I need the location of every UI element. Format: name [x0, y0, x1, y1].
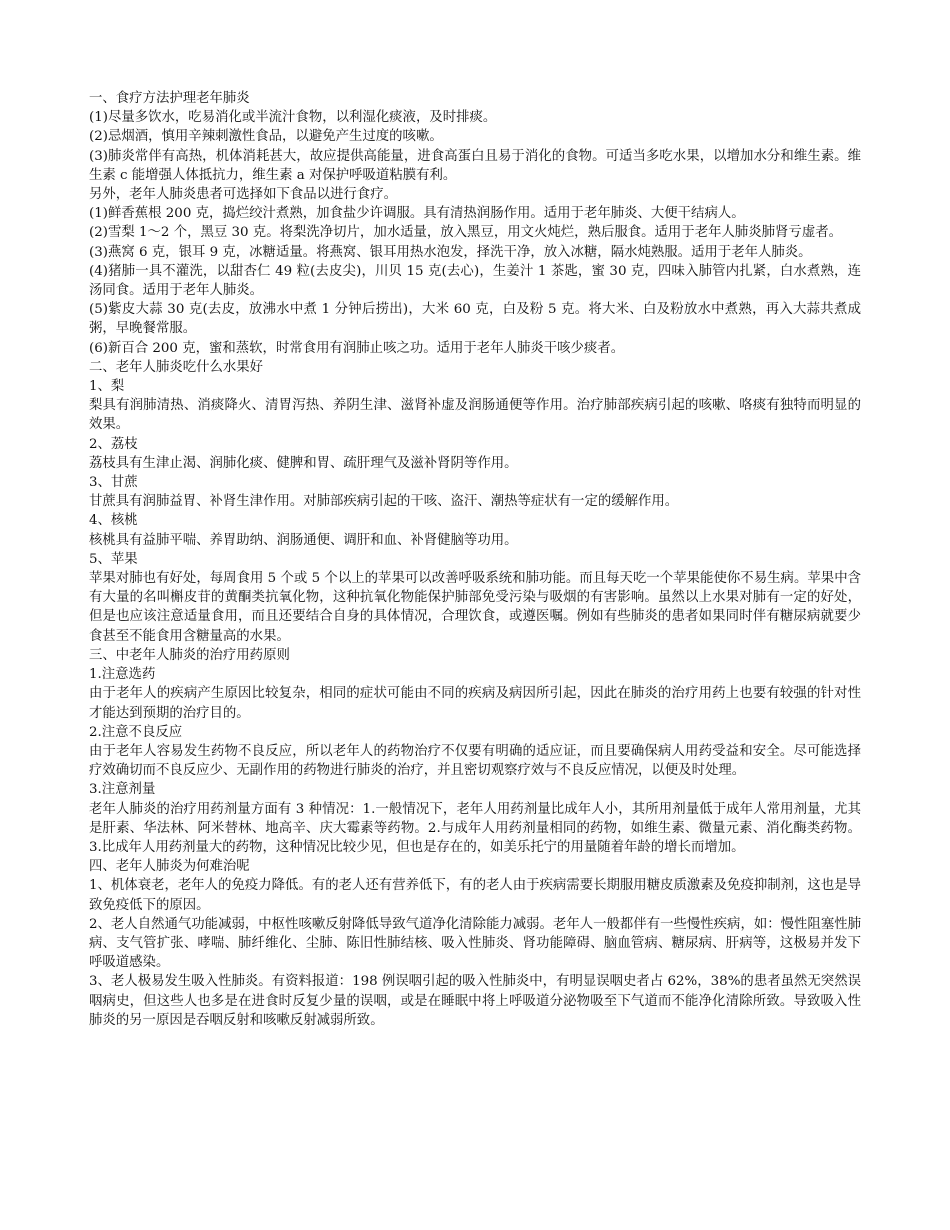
subheading: 4、核桃	[89, 513, 138, 529]
paragraph: 1、机体衰老，老年人的免疫力降低。有的老人还有营养低下，有的老人由于疾病需要长期服用糖皮质激素及免疫抑制剂，这也是导致免疫低下的原因。	[89, 878, 861, 913]
subheading: 2、荔枝	[89, 436, 138, 452]
paragraph: 梨具有润肺清热、消痰降火、清胃泻热、养阴生津、滋肾补虚及润肠通便等作用。治疗肺部疾病引起的咳嗽、咯痰有独特而明显的效果。	[89, 398, 861, 433]
paragraph: (3)肺炎常伴有高热，机体消耗甚大，故应提供高能量，进食高蛋白且易于消化的食物。可适当多吃水果，以增加水分和维生素。维生素 c 能增强人体抵抗力，维生素 a 对保护呼吸道粘膜有利。	[89, 148, 861, 183]
paragraph: (4)猪肺一具不灌洗，以甜杏仁 49 粒(去皮尖)，川贝 15 克(去心)，生姜汁 1 茶匙，蜜 30 克，四味入肺管内扎紧，白水煮熟，连汤同食。适用于老年人肺炎。	[89, 263, 861, 299]
paragraph: 核桃具有益肺平喘、养胃助纳、润肠通便、调肝和血、补肾健脑等功用。	[89, 532, 518, 548]
paragraph: (2)忌烟酒，慎用辛辣刺激性食品，以避免产生过度的咳嗽。	[89, 129, 443, 145]
paragraph: 荔枝具有生津止渴、润肺化痰、健脾和胃、疏肝理气及滋补肾阴等作用。	[89, 455, 518, 471]
paragraph: 甘蔗具有润肺益胃、补肾生津作用。对肺部疾病引起的干咳、盗汗、潮热等症状有一定的缓解作用。	[89, 494, 679, 510]
paragraph: 老年人肺炎的治疗用药剂量方面有 3 种情况：1.一般情况下，老年人用药剂量比成年人小，其所用剂量低于成年人常用剂量，尤其是肝素、华法林、阿米替林、地高辛、庆大霉素等药物。2.与成年人用药剂量相同的药物，如维生素、微量元素、消化酶类药物。3.比成年人用药剂量大的药物，这种情况比较少见，但也是存在的，如美乐托宁的用量随着年龄的增长而增加。	[89, 801, 861, 855]
paragraph: 由于老年人容易发生药物不良反应，所以老年人的药物治疗不仅要有明确的适应证，而且要确保病人用药受益和安全。尽可能选择疗效确切而不良反应少、无副作用的药物进行肺炎的治疗，并且密切观察疗效与不良反应情况，以便及时处理。	[89, 743, 861, 779]
paragraph: 由于老年人的疾病产生原因比较复杂，相同的症状可能由不同的疾病及病因所引起，因此在肺炎的治疗用药上也要有较强的针对性才能达到预期的治疗目的。	[89, 686, 861, 721]
section-heading: 三、中老年人肺炎的治疗用药原则	[89, 647, 290, 663]
paragraph: 3、老人极易发生吸入性肺炎。有资料报道：198 例误咽引起的吸入性肺炎中，有明显误咽史者占 62%，38%的患者虽然无突然误咽病史，但这些人也多是在进食时反复少量的误咽，或是在睡眠中将上呼吸道分泌物吸至下气道而不能净化清除所致。导致吸入性肺炎的另一原因是吞咽反射和咳嗽反射减弱所致。	[89, 974, 861, 1028]
subheading: 3.注意剂量	[89, 782, 156, 798]
paragraph: 苹果对肺也有好处，每周食用 5 个或 5 个以上的苹果可以改善呼吸系统和肺功能。而且每天吃一个苹果能使你不易生病。苹果中含有大量的名叫槲皮苷的黄酮类抗氧化物，这种抗氧化物能保护肺部免受污染与吸烟的有害影响。虽然以上水果对肺有一定的好处，但是也应该注意适量食用，而且还要结合自身的具体情况，合理饮食，或遵医嘱。例如有些肺炎的患者如果同时伴有糖尿病就要少食甚至不能食用含糖量高的水果。	[89, 571, 861, 644]
subheading: 3、甘蔗	[89, 475, 138, 491]
section-heading: 四、老年人肺炎为何难治呢	[89, 859, 250, 875]
document-body	[89, 89, 861, 1030]
subheading: 1、梨	[89, 379, 125, 395]
subheading: 2.注意不良反应	[89, 724, 183, 740]
paragraph: (3)燕窝 6 克，银耳 9 克，冰糖适量。将燕窝、银耳用热水泡发，择洗干净，放入冰糖，隔水炖熟服。适用于老年人肺炎。	[89, 244, 812, 260]
paragraph: (1)尽量多饮水，吃易消化或半流汁食物，以利湿化痰液，及时排痰。	[89, 110, 497, 126]
paragraph: (5)紫皮大蒜 30 克(去皮，放沸水中煮 1 分钟后捞出)，大米 60 克，白及粉 5 克。将大米、白及粉放水中煮熟，再入大蒜共煮成粥，早晚餐常服。	[89, 302, 861, 337]
section-heading: 二、老年人肺炎吃什么水果好	[89, 359, 264, 375]
paragraph: (6)新百合 200 克，蜜和蒸软，时常食用有润肺止咳之功。适用于老年人肺炎干咳少痰者。	[89, 340, 625, 356]
paragraph: (1)鲜香蕉根 200 克，捣烂绞汁煮熟，加食盐少许调服。具有清热润肠作用。适用于老年肺炎、大便干结病人。	[89, 206, 745, 222]
paragraph: (2)雪梨 1～2 个，黑豆 30 克。将梨洗净切片，加水适量，放入黑豆，用文火炖烂，熟后服食。适用于老年人肺炎肺肾亏虚者。	[89, 225, 842, 241]
paragraph: 另外，老年人肺炎患者可选择如下食品以进行食疗。	[89, 187, 397, 203]
paragraph: 2、老人自然通气功能减弱，中枢性咳嗽反射降低导致气道净化清除能力减弱。老年人一般都伴有一些慢性疾病，如：慢性阻塞性肺病、支气管扩张、哮喘、肺纤维化、尘肺、陈旧性肺结核、吸入性肺炎、肾功能障碍、脑血管病、糖尿病、肝病等，这极易并发下呼吸道感染。	[89, 916, 861, 971]
subheading: 5、苹果	[89, 551, 138, 567]
section-heading: 一、食疗方法护理老年肺炎	[89, 91, 250, 106]
subheading: 1.注意选药	[89, 667, 156, 683]
